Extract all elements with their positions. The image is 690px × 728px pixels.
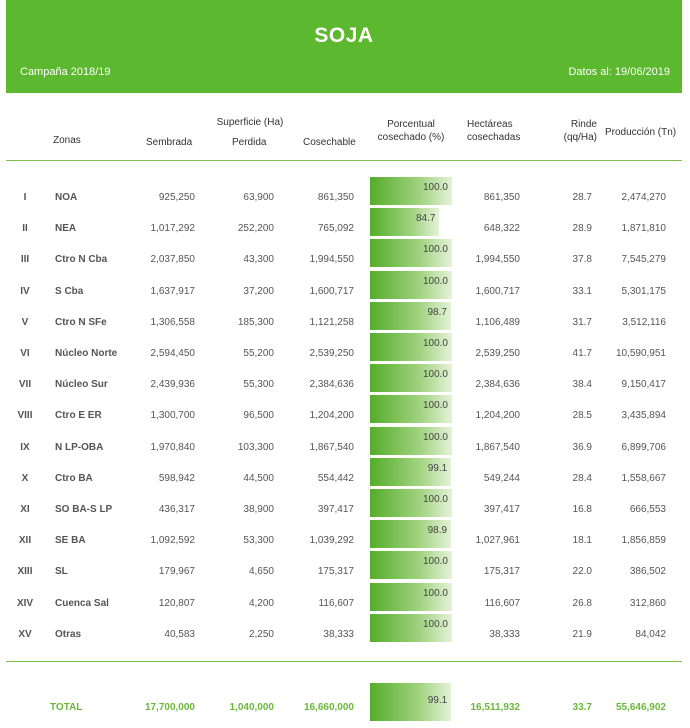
row-perdida: 2,250 — [248, 628, 274, 640]
row-hectareas: 549,244 — [483, 472, 520, 484]
col-header-hectareas-line2: cosechadas — [467, 132, 521, 143]
row-sembrada: 1,017,292 — [150, 223, 195, 235]
row-cosechable: 1,867,540 — [309, 441, 354, 453]
row-rinde: 16.8 — [572, 504, 592, 515]
row-perdida: 53,300 — [243, 535, 274, 547]
row-sembrada: 598,942 — [158, 472, 195, 484]
row-porcentual-bar — [370, 583, 452, 611]
col-header-zonas: Zonas — [53, 135, 81, 146]
row-produccion: 3,435,894 — [621, 410, 666, 422]
row-porcentual-value: 100.0 — [422, 494, 448, 505]
total-sembrada: 17,700,000 — [144, 702, 195, 713]
row-cosechable: 554,442 — [317, 472, 354, 484]
data-date-label: Datos al: 19/06/2019 — [568, 66, 670, 78]
total-produccion: 55,646,902 — [615, 702, 666, 713]
row-perdida: 103,300 — [237, 441, 274, 453]
col-header-rinde — [555, 118, 597, 144]
row-region-number: II — [22, 223, 28, 235]
row-zone-name: N LP-OBA — [55, 441, 104, 453]
row-rinde: 36.9 — [572, 441, 592, 453]
row-perdida: 63,900 — [243, 192, 274, 203]
row-hectareas: 1,600,717 — [475, 285, 520, 297]
row-porcentual-value: 98.7 — [427, 306, 447, 318]
row-zone-name: S Cba — [55, 285, 84, 297]
row-cosechable: 116,607 — [318, 597, 354, 609]
row-sembrada: 179,967 — [158, 566, 195, 578]
row-region-number: XIII — [17, 566, 33, 578]
total-cosechable: 16,660,000 — [303, 702, 354, 713]
total-perdida: 1,040,000 — [229, 702, 274, 713]
row-porcentual-bar — [370, 239, 452, 267]
row-cosechable: 1,600,717 — [309, 285, 354, 297]
row-rinde: 21.9 — [572, 628, 592, 640]
row-perdida: 43,300 — [243, 254, 274, 266]
row-perdida: 37,200 — [243, 285, 274, 297]
row-produccion: 3,512,116 — [622, 316, 666, 328]
row-produccion: 2,474,270 — [621, 192, 666, 203]
row-sembrada: 1,306,558 — [150, 316, 195, 328]
row-zone-name: Otras — [55, 628, 82, 640]
row-rinde: 41.7 — [572, 348, 592, 359]
row-zone-name: Ctro N Cba — [55, 254, 108, 266]
row-porcentual-value: 100.0 — [422, 556, 448, 568]
row-produccion: 9,150,417 — [621, 379, 666, 391]
row-porcentual-bar — [370, 271, 452, 299]
row-region-number: I — [23, 192, 27, 203]
row-produccion: 386,502 — [629, 566, 666, 578]
row-rinde: 33.1 — [572, 285, 592, 297]
row-zone-name: NEA — [55, 223, 77, 235]
row-porcentual-bar — [370, 302, 451, 330]
col-header-sembrada: Sembrada — [146, 137, 193, 148]
row-hectareas: 648,322 — [483, 223, 520, 235]
row-perdida: 252,200 — [237, 223, 274, 235]
page-title: SOJA — [314, 24, 374, 47]
row-region-number: V — [21, 316, 29, 328]
row-cosechable: 1,994,550 — [309, 254, 354, 266]
row-porcentual-value: 84.7 — [415, 213, 436, 225]
col-header-perdida: Perdida — [232, 137, 267, 148]
col-header-produccion: Producción (Tn) — [605, 127, 677, 138]
total-label: TOTAL — [50, 702, 83, 713]
row-rinde: 28.5 — [572, 410, 592, 422]
row-porcentual-bar — [370, 520, 451, 548]
row-produccion: 84,042 — [635, 628, 666, 640]
row-region-number: IV — [20, 285, 30, 297]
row-rinde: 31.7 — [572, 316, 592, 328]
row-hectareas: 1,027,961 — [475, 535, 520, 547]
row-perdida: 55,200 — [243, 348, 274, 359]
row-produccion: 312,860 — [629, 597, 666, 609]
row-cosechable: 1,121,258 — [309, 316, 354, 328]
row-porcentual-bar — [370, 395, 452, 423]
total-porcentual-value: 99.1 — [427, 695, 448, 706]
row-cosechable: 175,317 — [317, 566, 354, 578]
row-zone-name: Cuenca Sal — [55, 597, 109, 609]
row-porcentual-value: 100.0 — [422, 369, 448, 381]
row-produccion: 1,856,859 — [621, 535, 666, 547]
row-perdida: 185,300 — [237, 316, 274, 328]
row-zone-name: SL — [55, 566, 68, 578]
row-produccion: 666,553 — [629, 504, 666, 515]
row-porcentual-value: 98.9 — [427, 525, 448, 537]
row-sembrada: 2,594,450 — [150, 348, 195, 359]
row-region-number: X — [21, 472, 29, 484]
row-sembrada: 1,092,592 — [150, 535, 195, 547]
total-rinde: 33.7 — [572, 702, 592, 713]
col-header-rinde-line1: Rinde — [570, 119, 597, 130]
row-porcentual-value: 100.0 — [422, 338, 448, 349]
row-hectareas: 175,317 — [483, 566, 520, 578]
row-rinde: 18.1 — [572, 535, 592, 547]
row-porcentual-value: 100.0 — [422, 618, 448, 630]
row-porcentual-bar — [370, 458, 451, 486]
total-porcentual-bar — [370, 683, 451, 721]
row-porcentual-value: 100.0 — [422, 587, 448, 599]
row-perdida: 4,650 — [248, 566, 274, 578]
row-sembrada: 1,637,917 — [150, 285, 195, 297]
row-porcentual-bar — [370, 364, 452, 392]
row-cosechable: 38,333 — [323, 628, 354, 640]
row-perdida: 55,300 — [243, 379, 274, 391]
total-hectareas: 16,511,932 — [470, 702, 520, 713]
row-cosechable: 861,350 — [317, 192, 354, 203]
row-sembrada: 1,970,840 — [150, 441, 195, 453]
row-zone-name: Núcleo Sur — [55, 379, 108, 391]
col-header-cosechable: Cosechable — [303, 137, 356, 148]
row-hectareas: 1,204,200 — [475, 410, 520, 422]
row-porcentual-value: 100.0 — [422, 182, 448, 193]
col-header-superficie: Superficie (Ha) — [216, 117, 284, 128]
row-cosechable: 2,384,636 — [309, 379, 354, 391]
row-cosechable: 765,092 — [317, 223, 354, 235]
row-porcentual-bar — [370, 551, 452, 579]
row-region-number: XIV — [16, 597, 34, 609]
row-hectareas: 116,607 — [484, 597, 520, 609]
col-header-rinde-line2: (qq/Ha) — [563, 132, 597, 143]
row-porcentual-value: 99.1 — [427, 462, 448, 474]
row-region-number: XII — [18, 535, 32, 547]
row-rinde: 28.9 — [572, 223, 592, 235]
row-rinde: 28.7 — [572, 192, 592, 203]
row-porcentual-value: 100.0 — [422, 244, 448, 256]
row-hectareas: 397,417 — [483, 504, 520, 515]
row-rinde: 26.8 — [572, 597, 592, 609]
row-hectareas: 1,867,540 — [475, 441, 520, 453]
total-divider — [6, 661, 682, 662]
row-perdida: 38,900 — [243, 504, 274, 515]
row-rinde: 22.0 — [572, 566, 592, 578]
row-region-number: XI — [20, 504, 30, 515]
row-porcentual-value: 100.0 — [422, 431, 448, 443]
report-header — [6, 0, 682, 93]
row-produccion: 7,545,279 — [621, 254, 666, 266]
row-produccion: 1,871,810 — [621, 223, 666, 235]
row-perdida: 4,200 — [248, 597, 274, 609]
row-rinde: 38.4 — [572, 379, 592, 391]
row-hectareas: 2,539,250 — [475, 348, 520, 359]
row-hectareas: 1,106,489 — [475, 316, 520, 328]
row-zone-name: NOA — [55, 192, 78, 203]
row-perdida: 44,500 — [243, 472, 274, 484]
row-porcentual-bar — [370, 208, 439, 236]
row-cosechable: 1,204,200 — [309, 410, 354, 422]
col-header-porcentual-line1: Porcentual — [387, 119, 435, 130]
row-region-number: XV — [18, 628, 32, 640]
col-header-hectareas — [467, 118, 520, 144]
row-sembrada: 1,300,700 — [150, 410, 195, 422]
row-cosechable: 2,539,250 — [309, 348, 354, 359]
header-divider — [6, 160, 682, 161]
row-zone-name: SO BA-S LP — [55, 504, 113, 515]
row-region-number: VI — [20, 348, 30, 359]
row-produccion: 5,301,175 — [621, 285, 666, 297]
row-porcentual-bar — [370, 489, 452, 517]
row-porcentual-bar — [370, 333, 452, 361]
row-cosechable: 1,039,292 — [309, 535, 354, 547]
row-produccion: 6,899,706 — [621, 441, 666, 453]
row-porcentual-bar — [370, 177, 452, 205]
row-zone-name: Ctro N SFe — [55, 316, 107, 328]
row-porcentual-bar — [370, 614, 452, 642]
row-hectareas: 1,994,550 — [475, 254, 520, 266]
row-rinde: 28.4 — [572, 472, 592, 484]
row-zone-name: SE BA — [55, 535, 86, 547]
row-sembrada: 2,439,936 — [150, 379, 195, 391]
row-perdida: 96,500 — [243, 410, 274, 422]
row-hectareas: 2,384,636 — [475, 379, 520, 391]
row-zone-name: Ctro BA — [55, 472, 93, 484]
row-zone-name: Ctro E ER — [55, 410, 102, 422]
row-cosechable: 397,417 — [317, 504, 354, 515]
row-porcentual-value: 100.0 — [422, 275, 448, 287]
row-region-number: III — [20, 254, 30, 266]
row-sembrada: 436,317 — [158, 504, 195, 515]
row-rinde: 37.8 — [572, 254, 592, 266]
row-hectareas: 861,350 — [483, 192, 520, 203]
row-region-number: VII — [18, 379, 32, 391]
col-header-hectareas-line1: Hectáreas — [467, 119, 513, 130]
col-header-porcentual-line2: cosechado (%) — [377, 132, 445, 143]
campaign-label: Campaña 2018/19 — [20, 66, 111, 78]
col-header-porcentual — [370, 118, 452, 144]
row-sembrada: 925,250 — [158, 192, 195, 203]
row-sembrada: 2,037,850 — [150, 254, 195, 266]
row-sembrada: 120,807 — [158, 597, 195, 609]
row-hectareas: 38,333 — [489, 628, 520, 640]
row-zone-name: Núcleo Norte — [55, 348, 118, 359]
row-porcentual-bar — [370, 427, 452, 455]
row-produccion: 1,558,667 — [621, 472, 666, 484]
row-porcentual-value: 100.0 — [422, 400, 448, 412]
row-region-number: VIII — [17, 410, 33, 422]
row-sembrada: 40,583 — [164, 628, 195, 640]
row-produccion: 10,590,951 — [615, 348, 666, 359]
row-region-number: IX — [20, 441, 30, 453]
